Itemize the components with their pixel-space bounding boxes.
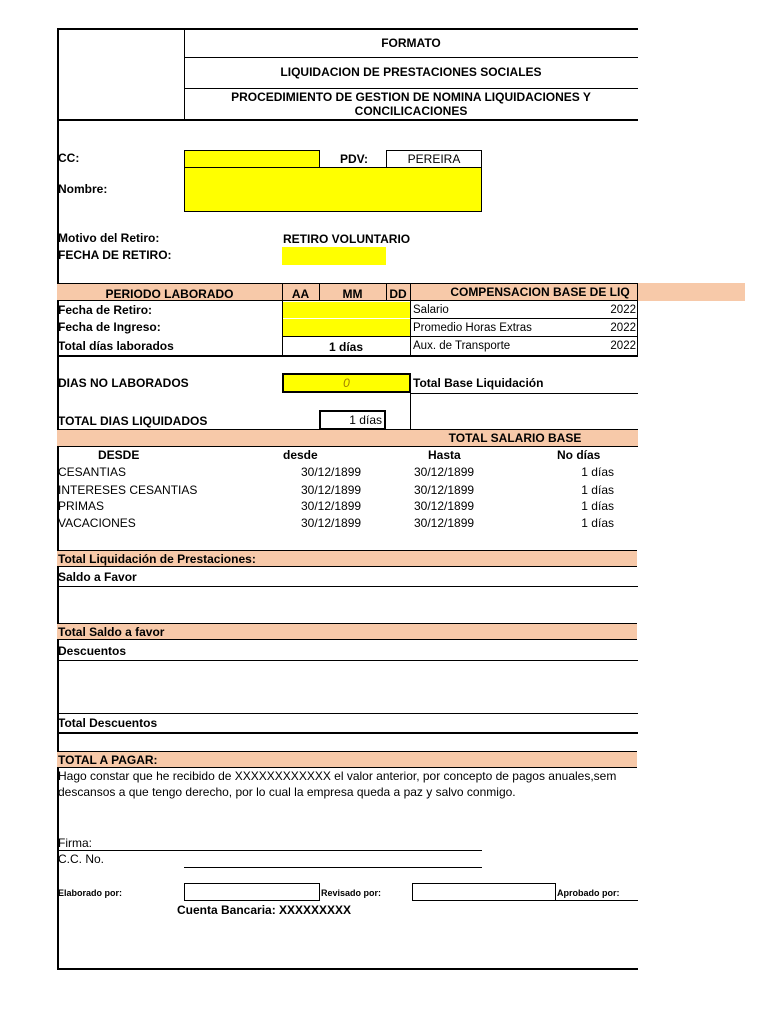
compensacion-header: COMPENSACION BASE DE LIQ bbox=[450, 285, 630, 299]
cc-label: CC: bbox=[58, 151, 80, 165]
total-pagar-band bbox=[57, 751, 637, 768]
total-liquidacion-band bbox=[57, 550, 637, 567]
cuenta-bancaria: Cuenta Bancaria: XXXXXXXXX bbox=[177, 903, 352, 917]
fecha-ingreso-row-label: Fecha de Ingreso: bbox=[58, 320, 161, 334]
total-pagar-label: TOTAL A PAGAR: bbox=[58, 753, 158, 767]
total-dias-laborados-label: Total días laborados bbox=[58, 339, 174, 353]
total-dias-laborados-value: 1 días bbox=[328, 340, 364, 354]
fecha-retiro-input[interactable] bbox=[282, 247, 386, 265]
procedure-line-2: CONCILICACIONES bbox=[354, 104, 468, 118]
descuentos-label: Descuentos bbox=[58, 644, 127, 658]
dias-no-laborados-label: DIAS NO LABORADOS bbox=[58, 376, 189, 390]
total-base-liquidacion-label: Total Base Liquidación bbox=[413, 376, 544, 390]
declaracion-line-2: descansos a que tengo derecho, por lo cual la empresa queda a paz y salvo conmigo. bbox=[58, 785, 516, 799]
elaborado-label: Elaborado por: bbox=[58, 888, 123, 898]
total-salario-base-label: TOTAL SALARIO BASE bbox=[448, 431, 582, 445]
total-liquidacion-label: Total Liquidación de Prestaciones: bbox=[58, 552, 256, 566]
comp-transporte-year: 2022 bbox=[610, 340, 636, 352]
elaborado-field[interactable] bbox=[184, 883, 320, 901]
concepto-desde: 30/12/1899 bbox=[301, 499, 362, 513]
nombre-input[interactable] bbox=[184, 167, 482, 212]
fecha-retiro-date-input[interactable] bbox=[283, 302, 410, 318]
concepto-hasta: 30/12/1899 bbox=[414, 465, 475, 479]
revisado-label: Revisado por: bbox=[321, 888, 382, 898]
saldo-favor-label: Saldo a Favor bbox=[58, 570, 137, 584]
cc-input[interactable] bbox=[184, 150, 320, 168]
motivo-value: RETIRO VOLUNTARIO bbox=[283, 232, 411, 246]
aprobado-label: Aprobado por: bbox=[557, 888, 620, 898]
dias-no-laborados-input[interactable] bbox=[282, 373, 411, 393]
procedure-line-1: PROCEDIMIENTO DE GESTION DE NOMINA LIQUIDACIONES Y bbox=[231, 90, 591, 104]
cc-no-label: C.C. No. bbox=[58, 852, 105, 866]
col-desde2-header: desde bbox=[283, 448, 318, 462]
total-saldo-favor-band bbox=[57, 623, 637, 640]
concepto-desde: 30/12/1899 bbox=[301, 516, 362, 530]
firma-label: Firma: bbox=[58, 836, 92, 850]
form-title: FORMATO bbox=[381, 36, 441, 50]
concepto-dias: 1 días bbox=[581, 516, 614, 530]
dias-no-laborados-value: 0 bbox=[343, 376, 350, 390]
form-subtitle: LIQUIDACION DE PRESTACIONES SOCIALES bbox=[280, 65, 542, 79]
concepto-dias: 1 días bbox=[581, 465, 614, 479]
concepto-dias: 1 días bbox=[581, 483, 614, 497]
concepto-hasta: 30/12/1899 bbox=[414, 483, 475, 497]
nombre-label: Nombre: bbox=[58, 182, 108, 196]
pdv-field[interactable] bbox=[386, 150, 482, 168]
fecha-retiro-row-label: Fecha de Retiro: bbox=[58, 303, 153, 317]
fecha-retiro-label: FECHA DE RETIRO: bbox=[58, 248, 172, 262]
concepto-name: CESANTIAS bbox=[58, 465, 127, 479]
concepto-dias: 1 días bbox=[581, 499, 614, 513]
total-descuentos-label: Total Descuentos bbox=[58, 716, 158, 730]
declaracion-line-1: Hago constar que he recibido de XXXXXXXXXXXX el valor anterior, por concepto de pagos anuales,sem bbox=[58, 769, 617, 783]
concepto-hasta: 30/12/1899 bbox=[414, 499, 475, 513]
motivo-label: Motivo del Retiro: bbox=[58, 231, 160, 245]
concepto-hasta: 30/12/1899 bbox=[414, 516, 475, 530]
comp-horas-extras-label: Promedio Horas Extras bbox=[413, 322, 532, 334]
comp-horas-extras-year: 2022 bbox=[610, 322, 636, 334]
total-dias-liquidados-label: TOTAL DIAS LIQUIDADOS bbox=[58, 414, 208, 428]
revisado-field[interactable] bbox=[412, 883, 556, 901]
comp-transporte-label: Aux. de Transporte bbox=[413, 340, 511, 352]
comp-salario-label: Salario bbox=[413, 304, 449, 316]
col-hasta-header: Hasta bbox=[428, 448, 461, 462]
col-aa: AA bbox=[291, 287, 310, 301]
total-saldo-favor-label: Total Saldo a favor bbox=[58, 625, 165, 639]
comp-salario-year: 2022 bbox=[610, 304, 636, 316]
col-desde-header: DESDE bbox=[98, 448, 140, 462]
concepto-name: PRIMAS bbox=[58, 499, 105, 513]
concepto-desde: 30/12/1899 bbox=[301, 465, 362, 479]
pdv-value: PEREIRA bbox=[407, 152, 461, 166]
pdv-label: PDV: bbox=[340, 152, 369, 166]
col-no-dias-header: No días bbox=[557, 448, 601, 462]
col-dd: DD bbox=[389, 287, 407, 301]
concepto-name: INTERESES CESANTIAS bbox=[58, 483, 198, 497]
total-dias-liquidados-value: 1 días bbox=[349, 413, 382, 427]
periodo-header: PERIODO LABORADO bbox=[105, 287, 234, 301]
concepto-desde: 30/12/1899 bbox=[301, 483, 362, 497]
fecha-ingreso-date-input[interactable] bbox=[283, 319, 410, 336]
col-mm: MM bbox=[342, 287, 363, 301]
concepto-name: VACACIONES bbox=[58, 516, 136, 530]
total-dias-liquidados-field bbox=[319, 410, 386, 430]
